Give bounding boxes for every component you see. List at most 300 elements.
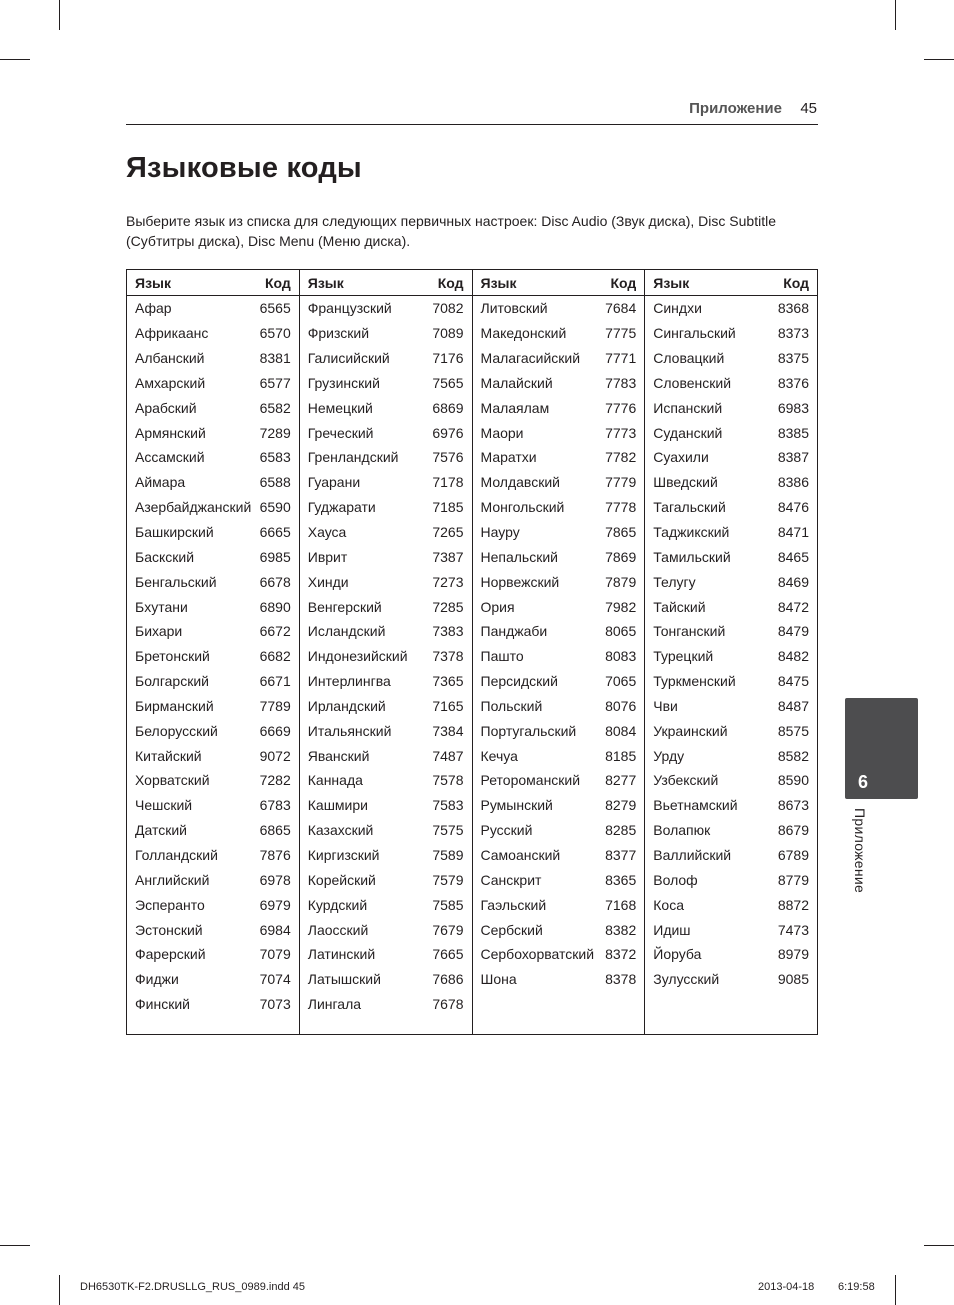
table-row <box>473 793 645 818</box>
language-code: 7079 <box>259 946 291 963</box>
language-code: 6865 <box>259 822 291 839</box>
language-code: 8378 <box>605 971 637 988</box>
language-name: Фиджи <box>135 971 179 988</box>
language-name: Тайский <box>653 598 706 615</box>
table-row <box>127 743 299 768</box>
language-code: 8365 <box>605 871 637 888</box>
table-row <box>473 569 645 594</box>
table-row <box>473 594 645 619</box>
language-name: Азербайджанский <box>135 499 252 516</box>
crop-mark <box>59 0 60 30</box>
language-code: 7282 <box>259 772 291 789</box>
language-code: 8375 <box>777 350 809 367</box>
table-row <box>645 743 817 768</box>
language-name: Суданский <box>653 424 723 441</box>
language-name: Курдский <box>307 896 368 913</box>
table-row <box>127 569 299 594</box>
language-code: 7065 <box>605 673 637 690</box>
language-code: 7583 <box>432 797 464 814</box>
header-code: Код <box>264 274 291 291</box>
table-row <box>300 718 472 743</box>
language-code: 7789 <box>259 697 291 714</box>
language-name: Бихари <box>135 623 183 640</box>
table-row <box>645 520 817 545</box>
language-code: 7365 <box>432 673 464 690</box>
language-code: 8387 <box>777 449 809 466</box>
language-name: Эстонский <box>135 921 203 938</box>
language-name: Исландский <box>307 623 386 640</box>
language-name: Амхарский <box>135 374 206 391</box>
language-name: Яванский <box>307 747 370 764</box>
language-code: 7487 <box>432 747 464 764</box>
table-row <box>473 644 645 669</box>
language-name: Персидский <box>480 673 558 690</box>
language-code: 8376 <box>777 374 809 391</box>
language-code: 7378 <box>432 648 464 665</box>
table-row <box>300 594 472 619</box>
language-code: 7773 <box>605 424 637 441</box>
table-row <box>300 917 472 942</box>
language-name: Польский <box>480 697 543 714</box>
language-code: 7589 <box>432 846 464 863</box>
crop-mark <box>895 0 896 30</box>
language-code: 7565 <box>432 374 464 391</box>
language-name: Киргизский <box>307 846 380 863</box>
header-code: Код <box>783 274 809 291</box>
table-row <box>127 694 299 719</box>
table-row <box>300 495 472 520</box>
table-row <box>127 942 299 967</box>
table-row <box>645 967 817 992</box>
table-row <box>127 669 299 694</box>
language-code: 7776 <box>605 399 637 416</box>
table-row <box>300 395 472 420</box>
table-row <box>645 371 817 396</box>
language-name: Эсперанто <box>135 896 205 913</box>
language-code: 6590 <box>259 499 291 516</box>
language-code: 6665 <box>259 524 291 541</box>
table-row <box>300 768 472 793</box>
language-name: Бхутани <box>135 598 188 615</box>
footer-file-name: DH6530TK-F2.DRUSLLG_RUS_0989.indd 45 <box>80 1281 306 1293</box>
language-code: 7575 <box>432 822 464 839</box>
table-row <box>300 669 472 694</box>
language-code: 6582 <box>259 399 291 416</box>
table-header <box>473 270 645 296</box>
language-name: Ирландский <box>307 697 386 714</box>
language-name: Китайский <box>135 747 202 764</box>
language-name: Кашмири <box>307 797 368 814</box>
language-code: 8575 <box>777 722 809 739</box>
table-row <box>127 544 299 569</box>
header-rule <box>126 124 818 125</box>
language-name: Гренландский <box>307 449 399 466</box>
language-name: Баскский <box>135 548 195 565</box>
language-name: Арабский <box>135 399 197 416</box>
language-code: 7073 <box>259 996 291 1013</box>
language-name: Испанский <box>653 399 723 416</box>
language-name: Волапюк <box>653 822 711 839</box>
table-row <box>300 619 472 644</box>
language-name: Латышский <box>307 971 381 988</box>
table-row <box>473 718 645 743</box>
language-code: 8472 <box>777 598 809 615</box>
table-row <box>300 544 472 569</box>
table-row <box>473 768 645 793</box>
table-row <box>645 843 817 868</box>
language-code: 6678 <box>259 573 291 590</box>
table-row <box>300 967 472 992</box>
language-code: 7089 <box>432 325 464 342</box>
language-code: 7273 <box>432 573 464 590</box>
language-name: Самоанский <box>480 846 561 863</box>
table-row <box>127 967 299 992</box>
language-code: 8285 <box>605 822 637 839</box>
language-code: 8475 <box>777 673 809 690</box>
language-name: Корейский <box>307 871 376 888</box>
table-row <box>473 843 645 868</box>
table-row <box>127 793 299 818</box>
language-name: Маратхи <box>480 449 537 466</box>
language-code: 6984 <box>259 921 291 938</box>
language-name: Малайский <box>480 374 553 391</box>
language-code: 7265 <box>432 524 464 541</box>
language-name: Латинский <box>307 946 376 963</box>
language-name: Пашто <box>480 648 524 665</box>
language-name: Литовский <box>480 300 548 317</box>
footer-time: 6:19:58 <box>838 1281 875 1293</box>
language-code: 8590 <box>777 772 809 789</box>
language-code: 7982 <box>605 598 637 615</box>
language-code: 7387 <box>432 548 464 565</box>
table-row <box>473 395 645 420</box>
language-name: Украинский <box>653 722 728 739</box>
language-name: Монгольский <box>480 499 565 516</box>
language-name: Ория <box>480 598 515 615</box>
language-name: Словацкий <box>653 350 725 367</box>
language-code: 8469 <box>777 573 809 590</box>
language-code: 9072 <box>259 747 291 764</box>
table-row <box>127 470 299 495</box>
table-row <box>300 743 472 768</box>
table-row <box>473 867 645 892</box>
language-name: Йоруба <box>653 946 702 963</box>
language-code: 6577 <box>259 374 291 391</box>
language-code: 6783 <box>259 797 291 814</box>
table-row <box>645 718 817 743</box>
language-code: 6671 <box>259 673 291 690</box>
language-code: 7473 <box>777 921 809 938</box>
language-code: 7778 <box>605 499 637 516</box>
language-name: Португальский <box>480 722 577 739</box>
language-code: 7074 <box>259 971 291 988</box>
language-name: Урду <box>653 747 685 764</box>
language-code: 7578 <box>432 772 464 789</box>
table-header <box>645 270 817 296</box>
table-row <box>645 793 817 818</box>
crop-mark <box>924 59 954 60</box>
table-row <box>127 867 299 892</box>
language-name: Синдхи <box>653 300 702 317</box>
language-name: Маори <box>480 424 524 441</box>
language-code: 7383 <box>432 623 464 640</box>
language-code: 7783 <box>605 374 637 391</box>
table-column <box>472 270 645 1034</box>
language-name: Норвежский <box>480 573 560 590</box>
language-code: 8277 <box>605 772 637 789</box>
table-row <box>473 371 645 396</box>
language-code: 6978 <box>259 871 291 888</box>
language-name: Хауса <box>307 524 347 541</box>
language-name: Гуджарати <box>307 499 376 516</box>
language-code: 8476 <box>777 499 809 516</box>
table-row <box>473 743 645 768</box>
language-code: 7678 <box>432 996 464 1013</box>
table-row <box>127 296 299 321</box>
language-name: Тагальский <box>653 499 726 516</box>
table-row <box>473 346 645 371</box>
language-name: Албанский <box>135 350 205 367</box>
language-name: Ретороманский <box>480 772 581 789</box>
language-code: 7579 <box>432 871 464 888</box>
language-name: Фарерский <box>135 946 206 963</box>
language-code: 7185 <box>432 499 464 516</box>
language-name: Датский <box>135 822 187 839</box>
table-row <box>645 892 817 917</box>
language-name: Науру <box>480 524 520 541</box>
language-code: 8979 <box>777 946 809 963</box>
language-name: Санскрит <box>480 871 542 888</box>
language-name: Узбекский <box>653 772 719 789</box>
table-row <box>645 470 817 495</box>
language-code: 8779 <box>777 871 809 888</box>
language-code: 8673 <box>777 797 809 814</box>
table-row <box>300 867 472 892</box>
table-row <box>300 569 472 594</box>
table-row <box>473 818 645 843</box>
table-row <box>127 371 299 396</box>
table-row <box>473 445 645 470</box>
language-code: 7178 <box>432 474 464 491</box>
language-name: Бенгальский <box>135 573 217 590</box>
language-code: 8487 <box>777 697 809 714</box>
language-name: Лингала <box>307 996 362 1013</box>
language-code: 7775 <box>605 325 637 342</box>
language-name: Гаэльский <box>480 896 547 913</box>
language-code: 7876 <box>259 846 291 863</box>
table-row <box>127 420 299 445</box>
language-name: Индонезийский <box>307 648 408 665</box>
table-row <box>127 644 299 669</box>
language-name: Грузинский <box>307 374 380 391</box>
language-code: 7285 <box>432 598 464 615</box>
language-name: Шведский <box>653 474 718 491</box>
language-code: 6976 <box>432 424 464 441</box>
language-name: Шона <box>480 971 517 988</box>
table-row <box>300 445 472 470</box>
language-code: 8279 <box>605 797 637 814</box>
intro-paragraph: Выберите язык из списка для следующих первичных настроек: Disc Audio (Звук диска), Disc Subtitle (Субтитры диска), Disc Menu (Меню диска). <box>126 213 776 249</box>
language-name: Македонский <box>480 325 567 342</box>
language-code: 8386 <box>777 474 809 491</box>
table-row <box>300 942 472 967</box>
language-code: 8372 <box>605 946 637 963</box>
language-code: 6669 <box>259 722 291 739</box>
table-row <box>473 321 645 346</box>
table-row <box>127 520 299 545</box>
table-row <box>300 992 472 1017</box>
table-row <box>645 495 817 520</box>
page-title: Языковые коды <box>126 152 362 184</box>
language-name: Фризский <box>307 325 370 342</box>
language-name: Непальский <box>480 548 558 565</box>
table-row <box>645 768 817 793</box>
language-code: 8471 <box>777 524 809 541</box>
table-row <box>300 694 472 719</box>
language-code: 7384 <box>432 722 464 739</box>
table-row <box>300 818 472 843</box>
language-code: 7684 <box>605 300 637 317</box>
language-code: 7585 <box>432 896 464 913</box>
table-row <box>473 892 645 917</box>
language-name: Немецкий <box>307 399 373 416</box>
language-name: Хинди <box>307 573 349 590</box>
language-code: 6682 <box>259 648 291 665</box>
language-code: 7679 <box>432 921 464 938</box>
language-code: 8582 <box>777 747 809 764</box>
language-name: Белорусский <box>135 722 218 739</box>
language-name: Иврит <box>307 548 348 565</box>
chapter-label: Приложение <box>852 808 868 894</box>
language-code: 8465 <box>777 548 809 565</box>
language-name: Таджикский <box>653 524 730 541</box>
language-name: Валлийский <box>653 846 732 863</box>
language-code: 7289 <box>259 424 291 441</box>
table-column <box>644 270 817 1034</box>
language-name: Казахский <box>307 822 374 839</box>
language-name: Русский <box>480 822 533 839</box>
language-name: Гуарани <box>307 474 361 491</box>
table-row <box>300 371 472 396</box>
language-code: 8065 <box>605 623 637 640</box>
page-number: 45 <box>800 100 817 117</box>
table-row <box>645 942 817 967</box>
language-code: 7779 <box>605 474 637 491</box>
language-code-table <box>126 269 818 1035</box>
table-row <box>473 470 645 495</box>
language-name: Французский <box>307 300 392 317</box>
table-column <box>299 270 472 1034</box>
table-row <box>645 346 817 371</box>
language-code: 7082 <box>432 300 464 317</box>
language-name: Волоф <box>653 871 698 888</box>
crop-mark <box>0 59 30 60</box>
table-row <box>645 445 817 470</box>
header-code: Код <box>437 274 464 291</box>
language-code: 8368 <box>777 300 809 317</box>
language-code: 6869 <box>432 399 464 416</box>
language-name: Сингальский <box>653 325 736 342</box>
language-name: Афар <box>135 300 172 317</box>
table-column <box>127 270 299 1034</box>
table-row <box>473 296 645 321</box>
language-name: Суахили <box>653 449 709 466</box>
table-row <box>473 967 645 992</box>
language-name: Туркменский <box>653 673 736 690</box>
language-name: Бретонский <box>135 648 210 665</box>
language-name: Кечуа <box>480 747 518 764</box>
table-row <box>473 669 645 694</box>
language-code: 8083 <box>605 648 637 665</box>
header-section-title: Приложение <box>689 100 782 117</box>
language-code: 6985 <box>259 548 291 565</box>
table-row <box>127 818 299 843</box>
table-row <box>645 619 817 644</box>
language-code: 8185 <box>605 747 637 764</box>
language-code: 7168 <box>605 896 637 913</box>
language-name: Румынский <box>480 797 553 814</box>
table-row <box>127 445 299 470</box>
language-name: Греческий <box>307 424 374 441</box>
language-code: 6672 <box>259 623 291 640</box>
table-row <box>127 321 299 346</box>
language-code: 6588 <box>259 474 291 491</box>
language-name: Хорватский <box>135 772 210 789</box>
table-row <box>300 644 472 669</box>
table-header <box>300 270 472 296</box>
table-header <box>127 270 299 296</box>
language-name: Галисийский <box>307 350 390 367</box>
table-row <box>127 594 299 619</box>
table-row <box>127 768 299 793</box>
table-row <box>645 321 817 346</box>
language-name: Каннада <box>307 772 363 789</box>
table-row <box>645 669 817 694</box>
language-name: Вьетнамский <box>653 797 738 814</box>
table-row <box>473 495 645 520</box>
table-row <box>300 346 472 371</box>
table-row <box>127 619 299 644</box>
language-code: 6890 <box>259 598 291 615</box>
language-name: Интерлингва <box>307 673 391 690</box>
language-name: Африкаанс <box>135 325 209 342</box>
language-code: 8381 <box>259 350 291 367</box>
language-name: Башкирский <box>135 524 214 541</box>
language-name: Тамильский <box>653 548 731 565</box>
language-name: Аймара <box>135 474 186 491</box>
table-row <box>645 818 817 843</box>
table-row <box>127 892 299 917</box>
language-code: 7865 <box>605 524 637 541</box>
language-name: Телугу <box>653 573 696 590</box>
language-name: Тонганский <box>653 623 726 640</box>
header-language: Язык <box>135 274 171 291</box>
footer-date: 2013-04-18 <box>758 1281 815 1293</box>
table-row <box>127 346 299 371</box>
table-row <box>300 296 472 321</box>
language-code: 7869 <box>605 548 637 565</box>
chapter-number: 6 <box>857 772 868 792</box>
language-code: 8385 <box>777 424 809 441</box>
table-row <box>127 917 299 942</box>
table-row <box>300 892 472 917</box>
table-row <box>473 544 645 569</box>
table-row <box>300 793 472 818</box>
language-code: 8382 <box>605 921 637 938</box>
language-code: 6583 <box>259 449 291 466</box>
table-row <box>300 321 472 346</box>
table-row <box>645 544 817 569</box>
